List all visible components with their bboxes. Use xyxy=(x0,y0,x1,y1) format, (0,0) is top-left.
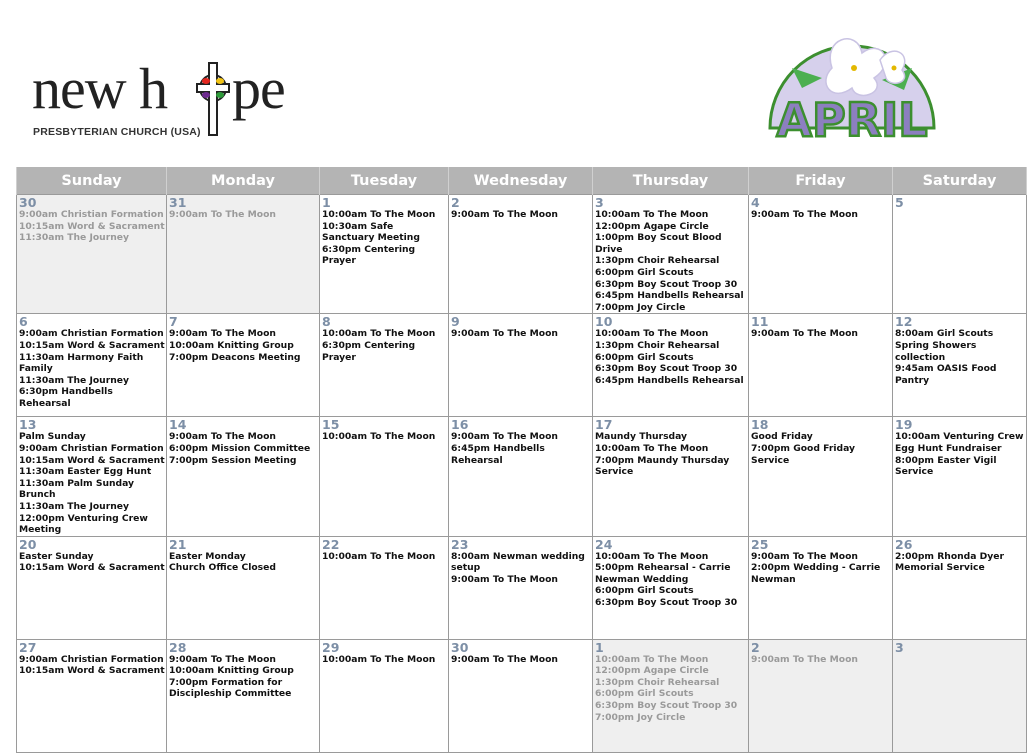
logo-word-right: pe xyxy=(232,56,285,121)
calendar-event[interactable]: 9:00am Christian Formation xyxy=(19,442,164,454)
calendar-event[interactable]: 10:00am To The Moon xyxy=(322,550,436,562)
calendar-event[interactable]: 6:30pm Boy Scout Troop 30 xyxy=(595,597,738,609)
calendar-event[interactable]: 7:00pm Session Meeting xyxy=(169,454,297,466)
calendar-event[interactable]: 6:00pm Mission Committee xyxy=(169,442,311,454)
day-cell[interactable] xyxy=(17,639,167,752)
day-number: 26 xyxy=(895,536,913,552)
weekday-header: Friday xyxy=(749,167,893,195)
event-list xyxy=(322,328,447,363)
day-cell[interactable] xyxy=(749,195,893,314)
day-number: 21 xyxy=(169,536,187,552)
calendar-event[interactable]: 1:30pm Choir Rehearsal xyxy=(595,676,720,688)
day-number: 3 xyxy=(595,195,604,210)
day-number: 18 xyxy=(751,417,769,433)
calendar-event[interactable]: 7:00pm Maundy Thursday Service xyxy=(595,454,730,478)
calendar-event[interactable]: 9:00am To The Moon xyxy=(169,653,276,665)
calendar-event[interactable]: 7:00pm Formation for Discipleship Committee xyxy=(169,676,292,700)
day-number: 7 xyxy=(169,314,178,330)
event-list xyxy=(451,654,591,666)
day-number: 16 xyxy=(451,417,469,433)
day-number: 9 xyxy=(451,314,460,330)
day-number: 27 xyxy=(19,639,37,655)
event-list xyxy=(451,431,591,466)
event-list xyxy=(751,431,891,466)
day-cell[interactable] xyxy=(449,536,593,639)
calendar-event[interactable]: 11:30am Easter Egg Hunt xyxy=(19,466,152,478)
calendar-event[interactable]: 1:30pm Choir Rehearsal xyxy=(595,255,720,267)
day-number: 2 xyxy=(451,195,460,210)
calendar-event[interactable]: 11:30am The Journey xyxy=(19,232,130,244)
calendar-event[interactable]: 10:00am To The Moon xyxy=(322,653,436,665)
day-number: 25 xyxy=(751,536,769,552)
calendar-event[interactable]: 6:30pm Boy Scout Troop 30 xyxy=(595,700,738,712)
weekday-header: Saturday xyxy=(893,167,1027,195)
calendar-event[interactable]: 9:00am To The Moon xyxy=(451,431,558,443)
calendar-event[interactable]: 6:30pm Boy Scout Troop 30 xyxy=(595,363,738,375)
calendar-event[interactable]: 10:00am To The Moon xyxy=(595,550,709,562)
day-number: 28 xyxy=(169,639,187,655)
calendar-event[interactable]: 10:00am Venturing Crew Egg Hunt Fundraiser xyxy=(895,431,1024,454)
event-list xyxy=(169,431,318,466)
week-row xyxy=(17,195,1027,314)
day-cell[interactable] xyxy=(593,195,749,314)
month-calendar xyxy=(16,167,1027,753)
day-number: 12 xyxy=(895,314,913,330)
calendar-event[interactable]: 9:00am To The Moon xyxy=(451,573,558,585)
event-list xyxy=(19,431,165,535)
event-list xyxy=(169,328,318,363)
calendar-event[interactable]: 10:15am Word & Sacrament xyxy=(19,454,165,466)
day-cell[interactable] xyxy=(893,536,1027,639)
day-cell[interactable] xyxy=(320,639,449,752)
weekday-header: Wednesday xyxy=(449,167,593,195)
calendar-event[interactable]: 12:00pm Agape Circle xyxy=(595,665,709,677)
day-cell[interactable] xyxy=(593,639,749,752)
event-list xyxy=(322,431,447,443)
event-list xyxy=(751,654,891,666)
logo-word-left: new h xyxy=(32,56,168,121)
day-number: 30 xyxy=(19,195,37,210)
day-number: 2 xyxy=(751,639,760,655)
calendar-event[interactable]: 10:00am To The Moon xyxy=(595,328,709,340)
day-cell[interactable] xyxy=(167,195,320,314)
event-list xyxy=(751,209,891,221)
calendar-event[interactable]: 12:00pm Venturing Crew Meeting xyxy=(19,512,148,536)
event-list xyxy=(451,328,591,340)
calendar-event[interactable]: 6:00pm Girl Scouts xyxy=(595,351,694,363)
day-number: 3 xyxy=(895,639,904,655)
day-cell[interactable] xyxy=(320,195,449,314)
day-number: 1 xyxy=(595,639,604,655)
calendar-event[interactable]: 7:00pm Deacons Meeting xyxy=(169,351,301,363)
day-cell[interactable] xyxy=(749,536,893,639)
weekday-header: Sunday xyxy=(17,167,167,195)
day-cell[interactable] xyxy=(749,417,893,536)
april-title: APRIL xyxy=(776,93,928,146)
day-cell[interactable] xyxy=(449,417,593,536)
day-number: 8 xyxy=(322,314,331,330)
day-number: 15 xyxy=(322,417,340,433)
calendar-event[interactable]: 10:15am Word & Sacrament xyxy=(19,339,165,351)
day-number: 30 xyxy=(451,639,469,655)
day-cell[interactable] xyxy=(17,314,167,417)
calendar-event[interactable]: 10:00am To The Moon xyxy=(595,653,709,665)
event-list xyxy=(19,209,165,244)
calendar-event[interactable]: 2:00pm Wedding - Carrie Newman xyxy=(751,562,881,585)
event-list xyxy=(451,551,591,586)
event-list xyxy=(322,209,447,267)
april-banner-image xyxy=(762,28,942,146)
page-header xyxy=(0,0,1035,165)
calendar-event[interactable]: 11:30am The Journey xyxy=(19,374,130,386)
day-number: 11 xyxy=(751,314,769,330)
calendar-event[interactable]: 9:00am To The Moon xyxy=(169,209,276,220)
day-cell[interactable] xyxy=(167,417,320,536)
day-cell[interactable] xyxy=(320,417,449,536)
day-cell[interactable] xyxy=(893,639,1027,752)
calendar-event[interactable]: 10:00am To The Moon xyxy=(595,442,709,454)
event-list xyxy=(595,209,747,313)
calendar-event[interactable]: 10:15am Word & Sacrament xyxy=(19,220,165,232)
weekday-header: Thursday xyxy=(593,167,749,195)
calendar-event[interactable]: 6:45pm Handbells Rehearsal xyxy=(451,442,545,466)
day-number: 23 xyxy=(451,536,469,552)
calendar-event[interactable]: 11:30am The Journey xyxy=(19,500,130,512)
calendar-event[interactable]: 10:00am To The Moon xyxy=(595,209,709,220)
calendar-event[interactable]: 9:00am To The Moon xyxy=(751,209,858,220)
calendar-event[interactable]: 8:00am Girl Scouts Spring Showers collection xyxy=(895,328,994,363)
day-number: 10 xyxy=(595,314,613,330)
event-list xyxy=(169,654,318,700)
day-number: 1 xyxy=(322,195,331,210)
weekday-header-row xyxy=(17,167,1027,195)
event-list xyxy=(595,328,747,386)
calendar-event[interactable]: 6:30pm Boy Scout Troop 30 xyxy=(595,278,738,290)
calendar-event[interactable]: 9:00am To The Moon xyxy=(451,209,558,220)
day-cell[interactable] xyxy=(17,536,167,639)
day-cell[interactable] xyxy=(893,417,1027,536)
event-list xyxy=(595,431,747,477)
calendar-event[interactable]: Good Friday xyxy=(751,431,813,443)
calendar-event[interactable]: 6:30pm Centering Prayer xyxy=(322,339,416,363)
day-cell[interactable] xyxy=(593,417,749,536)
day-cell[interactable] xyxy=(593,536,749,639)
calendar-event[interactable]: 5:00pm Rehearsal - Carrie Newman Wedding xyxy=(595,562,731,585)
event-list xyxy=(895,328,1025,386)
day-number: 17 xyxy=(595,417,613,433)
calendar-event[interactable]: Maundy Thursday xyxy=(595,431,688,443)
calendar-event[interactable]: 1:00pm Boy Scout Blood Drive xyxy=(595,232,722,255)
day-number: 5 xyxy=(895,195,904,210)
week-row xyxy=(17,639,1027,752)
calendar-event[interactable]: 6:45pm Handbells Rehearsal xyxy=(595,290,744,302)
event-list xyxy=(595,654,747,724)
calendar-event[interactable]: 10:00am To The Moon xyxy=(322,209,436,220)
day-number: 13 xyxy=(19,417,37,433)
calendar-event[interactable]: Easter Monday xyxy=(169,550,246,562)
day-cell[interactable] xyxy=(449,639,593,752)
event-list xyxy=(169,209,318,221)
calendar-event[interactable]: 8:00am Newman wedding setup xyxy=(451,550,585,574)
week-row xyxy=(17,417,1027,536)
calendar-event[interactable]: 10:15am Word & Sacrament xyxy=(19,665,165,677)
calendar-event[interactable]: 9:00am To The Moon xyxy=(169,431,276,443)
calendar-event[interactable]: 7:00pm Good Friday Service xyxy=(751,442,855,466)
calendar-event[interactable]: 9:00am To The Moon xyxy=(451,653,558,665)
calendar-event[interactable]: 10:30am Safe Sanctuary Meeting xyxy=(322,220,420,244)
event-list xyxy=(451,209,591,221)
calendar-event[interactable]: Church Office Closed xyxy=(169,562,276,574)
event-list xyxy=(895,551,1025,574)
church-logo xyxy=(32,58,332,148)
event-list xyxy=(169,551,318,574)
day-number: 4 xyxy=(751,195,760,210)
calendar-event[interactable]: 9:00am To The Moon xyxy=(451,328,558,340)
event-list xyxy=(19,328,165,409)
event-list xyxy=(322,654,447,666)
day-cell[interactable] xyxy=(449,195,593,314)
calendar-event[interactable]: 2:00pm Rhonda Dyer Memorial Service xyxy=(895,550,1005,574)
day-number: 31 xyxy=(169,195,187,210)
day-cell[interactable] xyxy=(320,536,449,639)
calendar-event[interactable]: 11:30am Harmony Faith Family xyxy=(19,351,144,375)
calendar-event[interactable]: 12:00pm Agape Circle xyxy=(595,220,709,232)
day-cell[interactable] xyxy=(17,417,167,536)
calendar-event[interactable]: 6:45pm Handbells Rehearsal xyxy=(595,374,744,386)
calendar-event[interactable]: 8:00pm Easter Vigil Service xyxy=(895,454,997,478)
day-cell[interactable] xyxy=(167,639,320,752)
day-cell[interactable] xyxy=(593,314,749,417)
day-cell[interactable] xyxy=(749,314,893,417)
calendar-event[interactable]: 9:00am To The Moon xyxy=(751,328,858,340)
calendar-event[interactable]: 9:00am Christian Formation xyxy=(19,209,164,220)
day-cell[interactable] xyxy=(449,314,593,417)
calendar-event[interactable]: 10:00am Knitting Group xyxy=(169,339,294,351)
day-number: 6 xyxy=(19,314,28,330)
event-list xyxy=(19,551,165,574)
week-row xyxy=(17,536,1027,639)
calendar-event[interactable]: 6:00pm Girl Scouts xyxy=(595,266,694,278)
calendar-event[interactable]: 7:00pm Joy Circle xyxy=(595,301,686,313)
event-list xyxy=(322,551,447,563)
day-cell[interactable] xyxy=(17,195,167,314)
event-list xyxy=(751,551,891,586)
calendar-event[interactable]: Palm Sunday xyxy=(19,431,86,443)
calendar-event[interactable]: 6:30pm Handbells Rehearsal xyxy=(19,386,113,409)
event-list xyxy=(595,551,747,609)
calendar-event[interactable]: 11:30am Palm Sunday Brunch xyxy=(19,477,135,501)
calendar-event[interactable]: 6:30pm Centering Prayer xyxy=(322,243,416,267)
calendar-event[interactable]: Easter Sunday xyxy=(19,550,94,562)
calendar-event[interactable]: 9:00am Christian Formation xyxy=(19,653,164,665)
calendar-event[interactable]: 10:00am Knitting Group xyxy=(169,665,294,677)
day-number: 22 xyxy=(322,536,340,552)
day-cell[interactable] xyxy=(167,536,320,639)
calendar-event[interactable]: 1:30pm Choir Rehearsal xyxy=(595,339,720,351)
day-number: 19 xyxy=(895,417,913,433)
day-cell[interactable] xyxy=(320,314,449,417)
day-number: 20 xyxy=(19,536,37,552)
event-list xyxy=(751,328,891,340)
day-number: 24 xyxy=(595,536,613,552)
calendar-event[interactable]: 9:00am To The Moon xyxy=(751,550,858,562)
day-cell[interactable] xyxy=(167,314,320,417)
calendar-event[interactable]: 10:00am To The Moon xyxy=(322,431,436,443)
day-cell[interactable] xyxy=(749,639,893,752)
calendar-event[interactable]: 7:00pm Joy Circle xyxy=(595,711,686,723)
calendar-event[interactable]: 6:00pm Girl Scouts xyxy=(595,688,694,700)
weekday-header: Monday xyxy=(167,167,320,195)
calendar-event[interactable]: 9:00am To The Moon xyxy=(751,653,858,665)
calendar-event[interactable]: 9:00am Christian Formation xyxy=(19,328,164,340)
calendar-event[interactable]: 6:00pm Girl Scouts xyxy=(595,585,694,597)
day-number: 29 xyxy=(322,639,340,655)
event-list xyxy=(895,431,1025,477)
calendar-event[interactable]: 10:15am Word & Sacrament xyxy=(19,562,165,574)
calendar-event[interactable]: 10:00am To The Moon xyxy=(322,328,436,340)
day-cell[interactable] xyxy=(893,314,1027,417)
weekday-header: Tuesday xyxy=(320,167,449,195)
logo-subtitle: PRESBYTERIAN CHURCH (USA) xyxy=(33,126,201,138)
calendar-event[interactable]: 9:45am OASIS Food Pantry xyxy=(895,363,997,386)
week-row xyxy=(17,314,1027,417)
calendar-event[interactable]: 9:00am To The Moon xyxy=(169,328,276,340)
day-cell[interactable] xyxy=(893,195,1027,314)
event-list xyxy=(19,654,165,677)
day-number: 14 xyxy=(169,417,187,433)
